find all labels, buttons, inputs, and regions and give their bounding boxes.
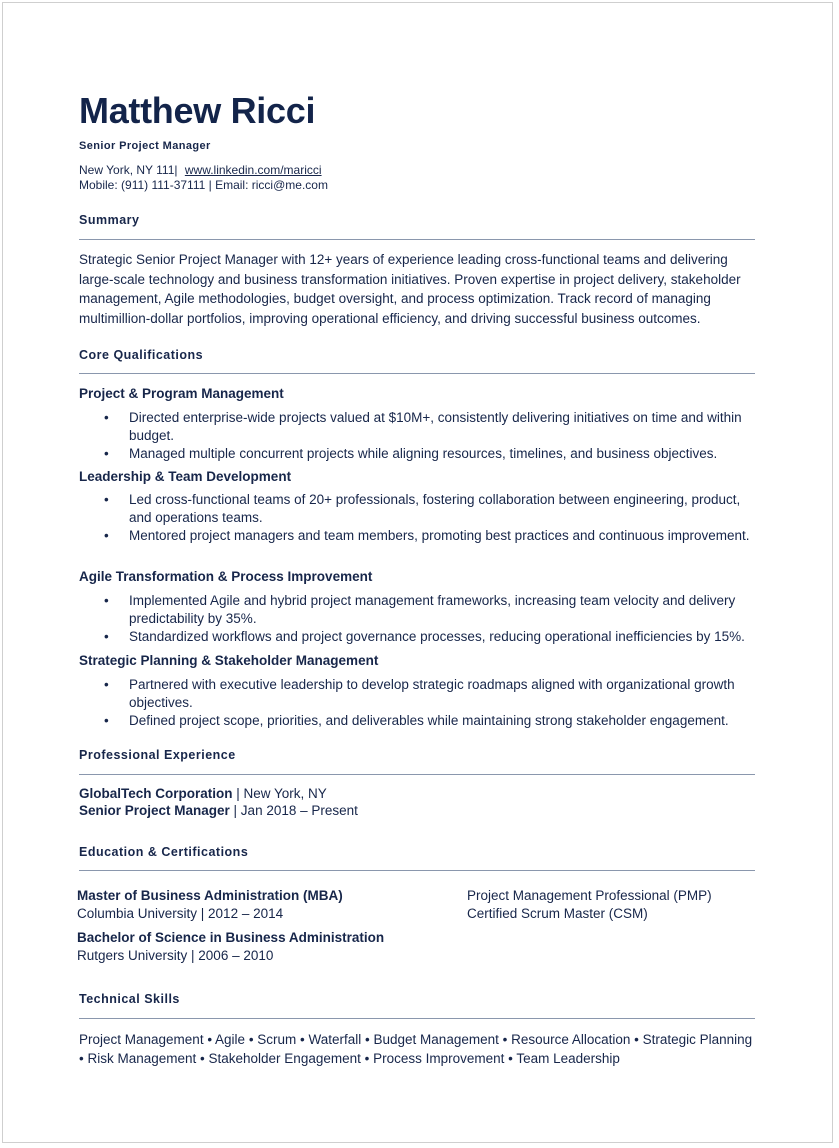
degree-school: Columbia University | 2012 – 2014 bbox=[77, 906, 284, 921]
qualification-group-title: Agile Transformation & Process Improvement bbox=[79, 569, 373, 584]
skills-text: Project Management • Agile • Scrum • Waterfall • Budget Management • Resource Allocation • Strategic Planning • Risk Management • Stakeholder Engagement • Process Improvement • Team Leadership bbox=[79, 1032, 753, 1066]
list-item: • Mentored project managers and team members, promoting best practices and continuous improvement. bbox=[104, 528, 750, 543]
contact-line-2: Mobile: (911) 111-37111 | Email: ricci@me.com bbox=[79, 178, 328, 192]
bullet-icon: • bbox=[104, 410, 109, 425]
summary-text: Strategic Senior Project Manager with 12+ years of experience leading cross-functional teams and delivering large-scale technology and business transformation initiatives. Proven expertise in project delivery, stakeholder management, Agile methodologies, budget oversight, and process optimization. Track record of managing multimillion-dollar portfolios, improving operational efficiency, and driving successful business outcomes. bbox=[79, 252, 741, 326]
qualification-bullets bbox=[79, 409, 755, 463]
candidate-title: Senior Project Manager bbox=[79, 140, 211, 152]
qualification-bullets bbox=[79, 676, 755, 730]
list-item: • Defined project scope, priorities, and deliverables while maintaining strong stakeholder engagement. bbox=[104, 713, 729, 728]
degree-school: Rutgers University | 2006 – 2010 bbox=[77, 948, 274, 963]
certification-item: Certified Scrum Master (CSM) bbox=[467, 906, 648, 921]
qualification-bullets bbox=[79, 592, 755, 646]
experience-heading: Professional Experience bbox=[79, 748, 236, 762]
skills-heading: Technical Skills bbox=[79, 992, 180, 1006]
contact-location: New York, NY 111| bbox=[79, 163, 178, 177]
degree-title: Bachelor of Science in Business Administration bbox=[77, 930, 385, 945]
education-divider bbox=[79, 870, 755, 871]
skills-divider bbox=[79, 1018, 755, 1019]
experience-company-line bbox=[79, 785, 327, 802]
qualifications-divider bbox=[79, 373, 755, 374]
company-location: | New York, NY bbox=[232, 786, 327, 801]
bullet-icon: • bbox=[104, 593, 109, 608]
bullet-icon: • bbox=[104, 528, 109, 543]
degree-block bbox=[77, 929, 384, 965]
qualification-group-title: Strategic Planning & Stakeholder Management bbox=[79, 653, 379, 668]
experience-divider bbox=[79, 774, 755, 775]
role-dates: | Jan 2018 – Present bbox=[229, 803, 358, 818]
qualifications-heading: Core Qualifications bbox=[79, 348, 204, 362]
company-name: GlobalTech Corporation bbox=[79, 786, 233, 801]
summary-heading: Summary bbox=[79, 213, 140, 227]
bullet-icon: • bbox=[104, 713, 109, 728]
bullet-icon: • bbox=[104, 629, 109, 644]
degree-block bbox=[77, 887, 343, 923]
degree-title: Master of Business Administration (MBA) bbox=[77, 888, 343, 903]
candidate-name: Matthew Ricci bbox=[79, 90, 316, 131]
qualification-group-title: Project & Program Management bbox=[79, 386, 284, 401]
bullet-icon: • bbox=[104, 492, 109, 507]
list-item: • Directed enterprise-wide projects valued at $10M+, consistently delivering initiatives on time and within budget. bbox=[104, 410, 742, 443]
list-item: • Managed multiple concurrent projects while aligning resources, timelines, and business objectives. bbox=[104, 446, 718, 461]
bullet-icon: • bbox=[104, 677, 109, 692]
qualification-bullets bbox=[79, 491, 755, 545]
list-item: • Implemented Agile and hybrid project management frameworks, increasing team velocity and delivery predictability by 35%. bbox=[104, 593, 736, 626]
education-heading: Education & Certifications bbox=[79, 845, 249, 859]
list-item: • Led cross-functional teams of 20+ professionals, fostering collaboration between engineering, product, and operations teams. bbox=[104, 492, 741, 525]
summary-divider bbox=[79, 239, 755, 240]
certifications-block bbox=[467, 887, 712, 923]
qualification-group-title: Leadership & Team Development bbox=[79, 469, 292, 484]
bullet-icon: • bbox=[104, 446, 109, 461]
contact-line-1 bbox=[79, 163, 322, 178]
list-item: • Standardized workflows and project governance processes, reducing operational inefficiencies by 15%. bbox=[104, 629, 745, 644]
certification-item: Project Management Professional (PMP) bbox=[467, 888, 712, 903]
experience-role-line bbox=[79, 802, 358, 819]
linkedin-link[interactable]: www.linkedin.com/maricci bbox=[184, 163, 322, 177]
role-title: Senior Project Manager bbox=[79, 803, 230, 818]
list-item: • Partnered with executive leadership to develop strategic roadmaps aligned with organizational growth objectives. bbox=[104, 677, 735, 710]
